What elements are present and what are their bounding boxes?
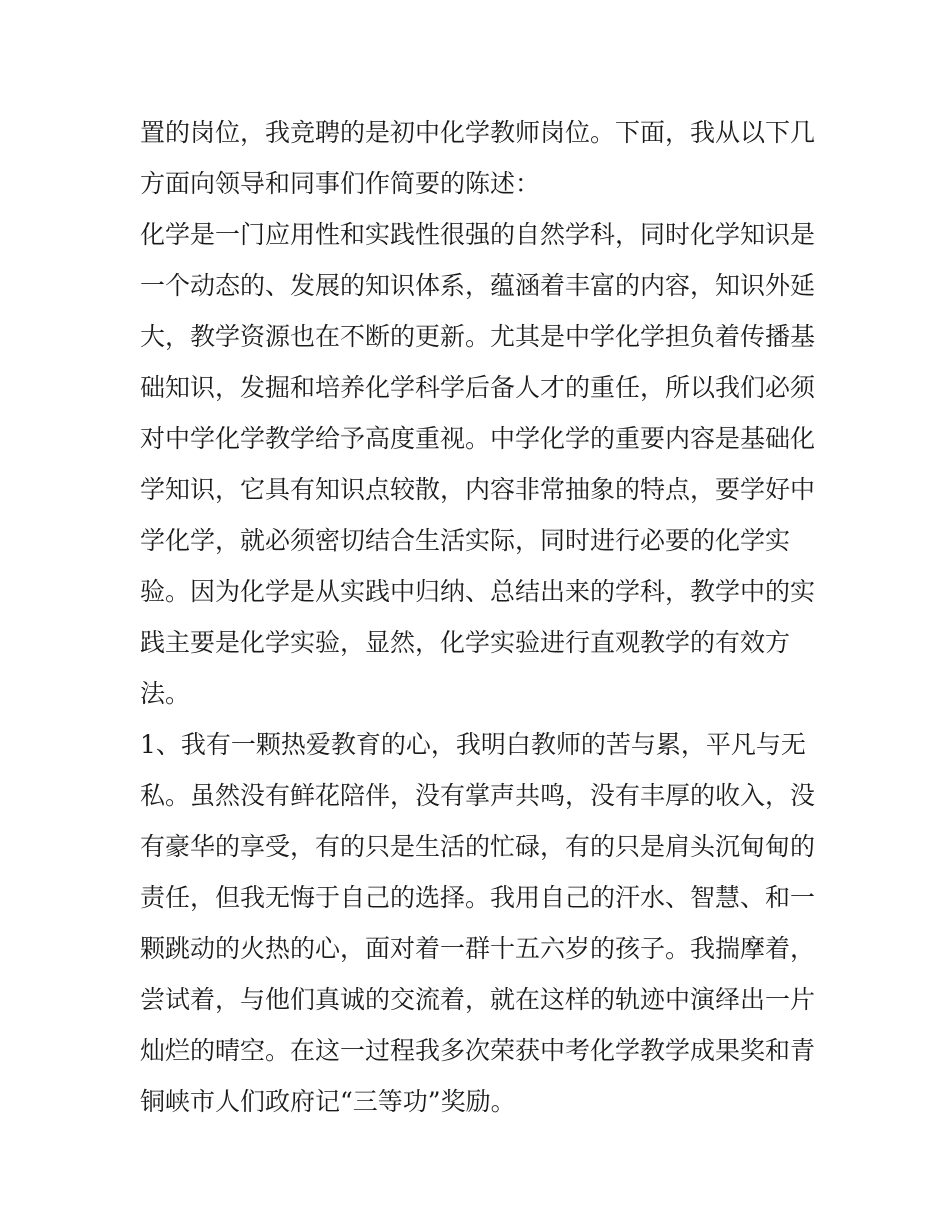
text-line-15: 有豪华的享受，有的只是生活的忙碌，有的只是肩头沉甸甸的 <box>140 832 816 861</box>
text-line-1: 置的岗位，我竞聘的是初中化学教师岗位。下面，我从以下几 <box>140 118 816 147</box>
text-line-14: 私。虽然没有鲜花陪伴，没有掌声共鸣，没有丰厚的收入，没 <box>140 781 816 810</box>
body-text <box>140 107 820 1127</box>
text-line-13: 1、我有一颗热爱教育的心，我明白教师的苦与累，平凡与无 <box>140 730 806 759</box>
text-line-7: 对中学化学教学给予高度重视。中学化学的重要内容是基础化 <box>140 424 816 453</box>
text-line-19: 灿烂的晴空。在这一过程我多次荣获中考化学教学成果奖和青 <box>140 1036 816 1065</box>
text-line-20: 铜峡市人们政府记“三等功”奖励。 <box>140 1087 516 1116</box>
text-line-6: 础知识，发掘和培养化学科学后备人才的重任，所以我们必须 <box>140 373 816 402</box>
text-line-3: 化学是一门应用性和实践性很强的自然学科，同时化学知识是 <box>140 220 816 249</box>
text-line-18: 尝试着，与他们真诚的交流着，就在这样的轨迹中演绎出一片 <box>140 985 816 1014</box>
text-line-2: 方面向领导和同事们作简要的陈述： <box>140 169 541 198</box>
text-line-16: 责任，但我无悔于自己的选择。我用自己的汗水、智慧、和一 <box>140 883 816 912</box>
text-line-5: 大，教学资源也在不断的更新。尤其是中学化学担负着传播基 <box>140 322 816 351</box>
text-line-17: 颗跳动的火热的心，面对着一群十五六岁的孩子。我揣摩着， <box>140 934 816 963</box>
text-line-4: 一个动态的、发展的知识体系，蕴涵着丰富的内容，知识外延 <box>140 271 816 300</box>
text-line-11: 践主要是化学实验，显然，化学实验进行直观教学的有效方 <box>140 628 791 657</box>
text-line-10: 验。因为化学是从实践中归纳、总结出来的学科，教学中的实 <box>140 577 816 606</box>
text-line-9: 学化学，就必须密切结合生活实际，同时进行必要的化学实 <box>140 526 791 555</box>
text-line-12: 法。 <box>140 679 191 708</box>
text-line-8: 学知识，它具有知识点较散，内容非常抽象的特点，要学好中 <box>140 475 816 504</box>
